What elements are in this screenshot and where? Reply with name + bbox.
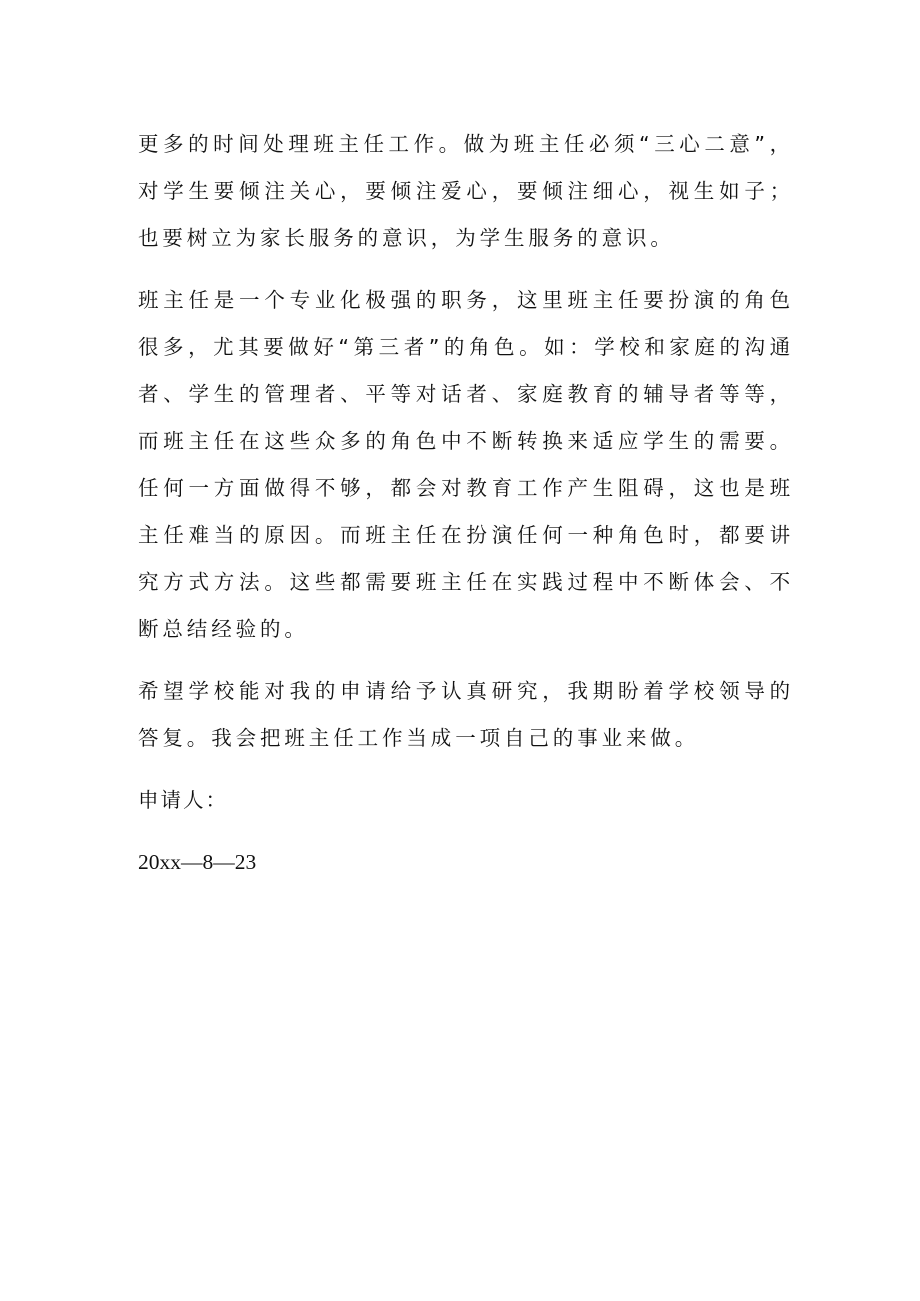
paragraph-duties: 更多的时间处理班主任工作。做为班主任必须“三心二意”，对学生要倾注关心，要倾注爱心，要倾注细心，视生如子；也要树立为家长服务的意识，为学生服务的意识。 (138, 132, 794, 250)
paragraph-roles: 班主任是一个专业化极强的职务，这里班主任要扮演的角色很多，尤其要做好“第三者”的角色。如：学校和家庭的沟通者、学生的管理者、平等对话者、家庭教育的辅导者等等，而班主任在这些众多的角色中不断转换来适应学生的需要。任何一方面做得不够，都会对教育工作产生阻碍，这也是班主任难当的原因。而班主任在扮演任何一种角色时，都要讲究方式方法。这些都需要班主任在实践过程中不断体会、不断总结经验的。 (138, 288, 794, 641)
paragraph-request: 希望学校能对我的申请给予认真研究，我期盼着学校领导的答复。我会把班主任工作当成一项自己的事业来做。 (138, 679, 794, 750)
document-body (138, 121, 794, 901)
applicant-label: 申请人： (138, 788, 228, 812)
document-date: 20xx—8—23 (138, 850, 257, 874)
